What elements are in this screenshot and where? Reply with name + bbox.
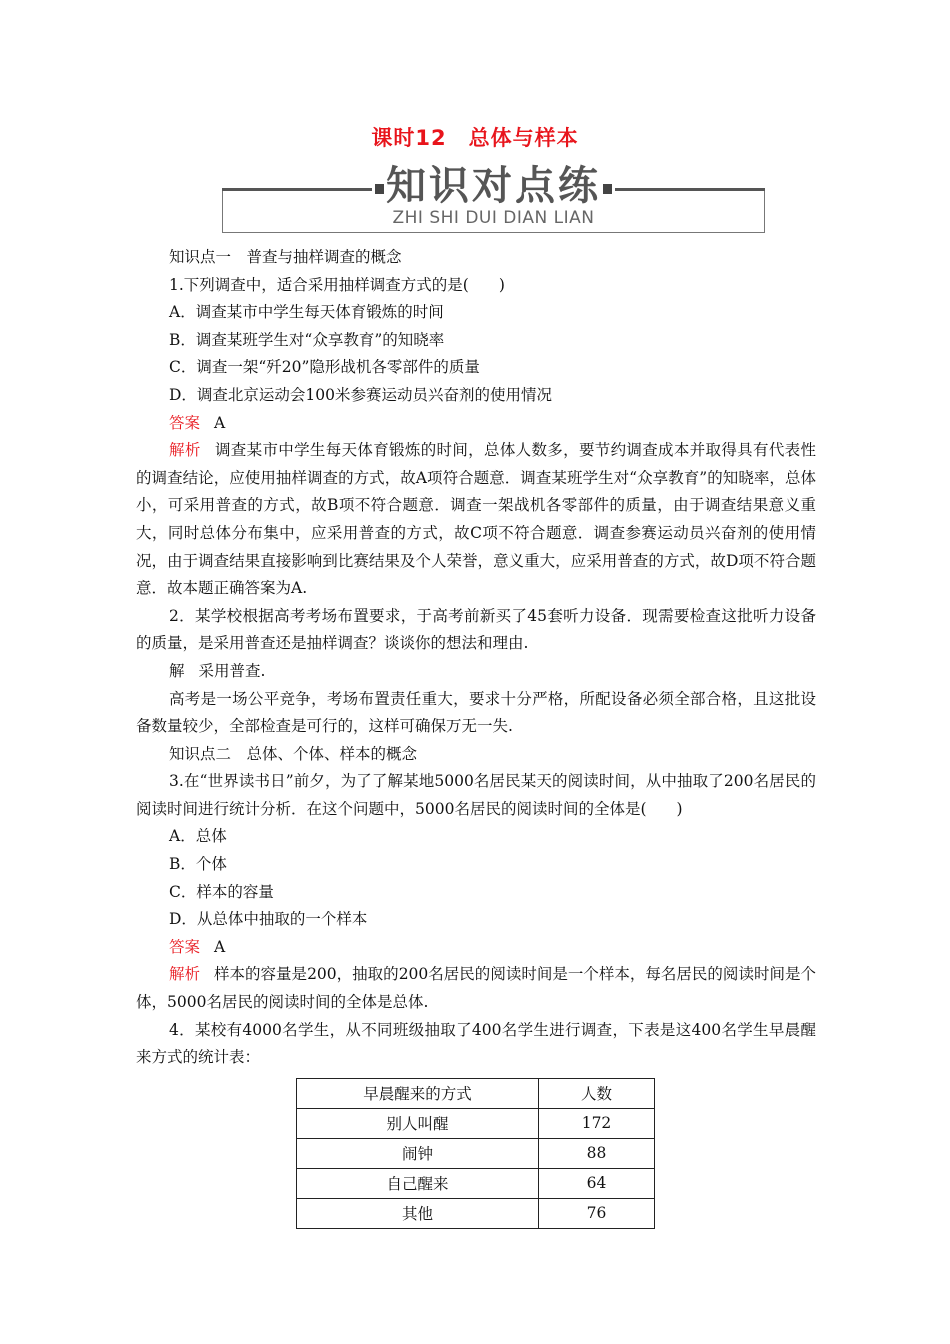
question-3-option-b: B．个体 (169, 855, 227, 874)
wake-method-table (296, 1078, 655, 1229)
table-cell: 172 (539, 1108, 655, 1138)
table-row (297, 1138, 655, 1168)
question-3-stem: 3.在“世界读书日”前夕，为了了解某地5000名居民某天的阅读时间，从中抽取了200名居民的阅读时间进行统计分析．在这个问题中，5000名居民的阅读时间的全体是( ) (136, 772, 816, 818)
question-2-solution: 解 采用普查. (169, 661, 266, 680)
table-cell: 自己醒来 (297, 1168, 539, 1198)
table-header-cell: 人数 (539, 1078, 655, 1108)
table-row (297, 1168, 655, 1198)
answer-label: 答案 (169, 413, 201, 432)
table-cell: 76 (539, 1198, 655, 1228)
question-3-answer: 答案 A (169, 937, 226, 956)
section-heading-2: 知识点二 总体、个体、样本的概念 (169, 744, 418, 763)
question-1-option-b: B．调查某班学生对“众享教育”的知晓率 (169, 330, 445, 349)
table-row (297, 1198, 655, 1228)
table-cell: 闹钟 (297, 1138, 539, 1168)
question-3-option-c: C．样本的容量 (169, 882, 274, 901)
analysis-label: 解析 (169, 965, 201, 984)
question-1-option-a: A．调查某市中学生每天体育锻炼的时间 (169, 303, 444, 322)
question-1-answer: 答案 A (169, 413, 226, 432)
question-4-stem: 4．某校有4000名学生，从不同班级抽取了400名学生进行调查，下表是这400名学生早晨醒来方式的统计表： (136, 1020, 816, 1067)
question-1-option-c: C．调查一架“歼20”隐形战机各零部件的质量 (169, 358, 480, 377)
banner-heading: 知识对点练 (386, 162, 601, 209)
question-3-option-d: D．从总体中抽取的一个样本 (169, 910, 368, 929)
table-cell: 64 (539, 1168, 655, 1198)
table-header-cell: 早晨醒来的方式 (297, 1078, 539, 1108)
lesson-number: 课时12 (371, 126, 447, 150)
question-2-reason: 高考是一场公平竞争，考场布置责任重大，要求十分严格，所配设备必须全部合格，且这批设备数量较少，全部检查是可行的，这样可确保万无一失. (136, 689, 816, 736)
table-header-row (297, 1078, 655, 1108)
question-3-option-a: A．总体 (169, 827, 227, 846)
answer-label: 答案 (169, 937, 201, 956)
analysis-label: 解析 (169, 441, 201, 460)
question-1-option-d: D．调查北京运动会100米参赛运动员兴奋剂的使用情况 (169, 385, 553, 404)
section-heading-1: 知识点一 普查与抽样调查的概念 (169, 248, 402, 266)
table-row (297, 1108, 655, 1138)
table-cell: 其他 (297, 1198, 539, 1228)
section-banner (222, 160, 765, 233)
lesson-title (0, 122, 950, 152)
banner-pinyin: ZHI SHI DUI DIAN LIAN (392, 208, 595, 228)
exercise-content (136, 244, 816, 1229)
solution-label: 解 (169, 661, 185, 680)
table-cell: 别人叫醒 (297, 1108, 539, 1138)
question-2-stem: 2．某学校根据高考考场布置要求，于高考前新买了45套听力设备．现需要检查这批听力设备的质量，是采用普查还是抽样调查？谈谈你的想法和理由. (136, 606, 816, 653)
lesson-topic: 总体与样本 (468, 126, 579, 150)
question-3-analysis: 解析 样本的容量是200，抽取的200名居民的阅读时间是一个样本，每名居民的阅读时间是个体，5000名居民的阅读时间的全体是总体. (136, 965, 816, 1012)
question-1-analysis: 解析 调查某市中学生每天体育锻炼的时间，总体人数多，要节约调查成本并取得具有代表性的调查结论，应使用抽样调查的方式，故A项符合题意．调查某班学生对“众享教育”的知晓率，总体小，可采用普查的方式，故B项不符合题意．调查一架战机各零部件的质量，由于调查结果意义重大，同时总体分布集中，应采用普查的方式，故C项不符合题意．调查参赛运动员兴奋剂的使用情况，由于调查结果直接影响到比赛结果及个人荣誉，意义重大，应采用普查的方式，故D项不符合题意．故本题正确答案为A. (136, 441, 816, 598)
table-cell: 88 (539, 1138, 655, 1168)
question-1-stem: 1.下列调查中，适合采用抽样调查方式的是( ) (169, 275, 505, 294)
